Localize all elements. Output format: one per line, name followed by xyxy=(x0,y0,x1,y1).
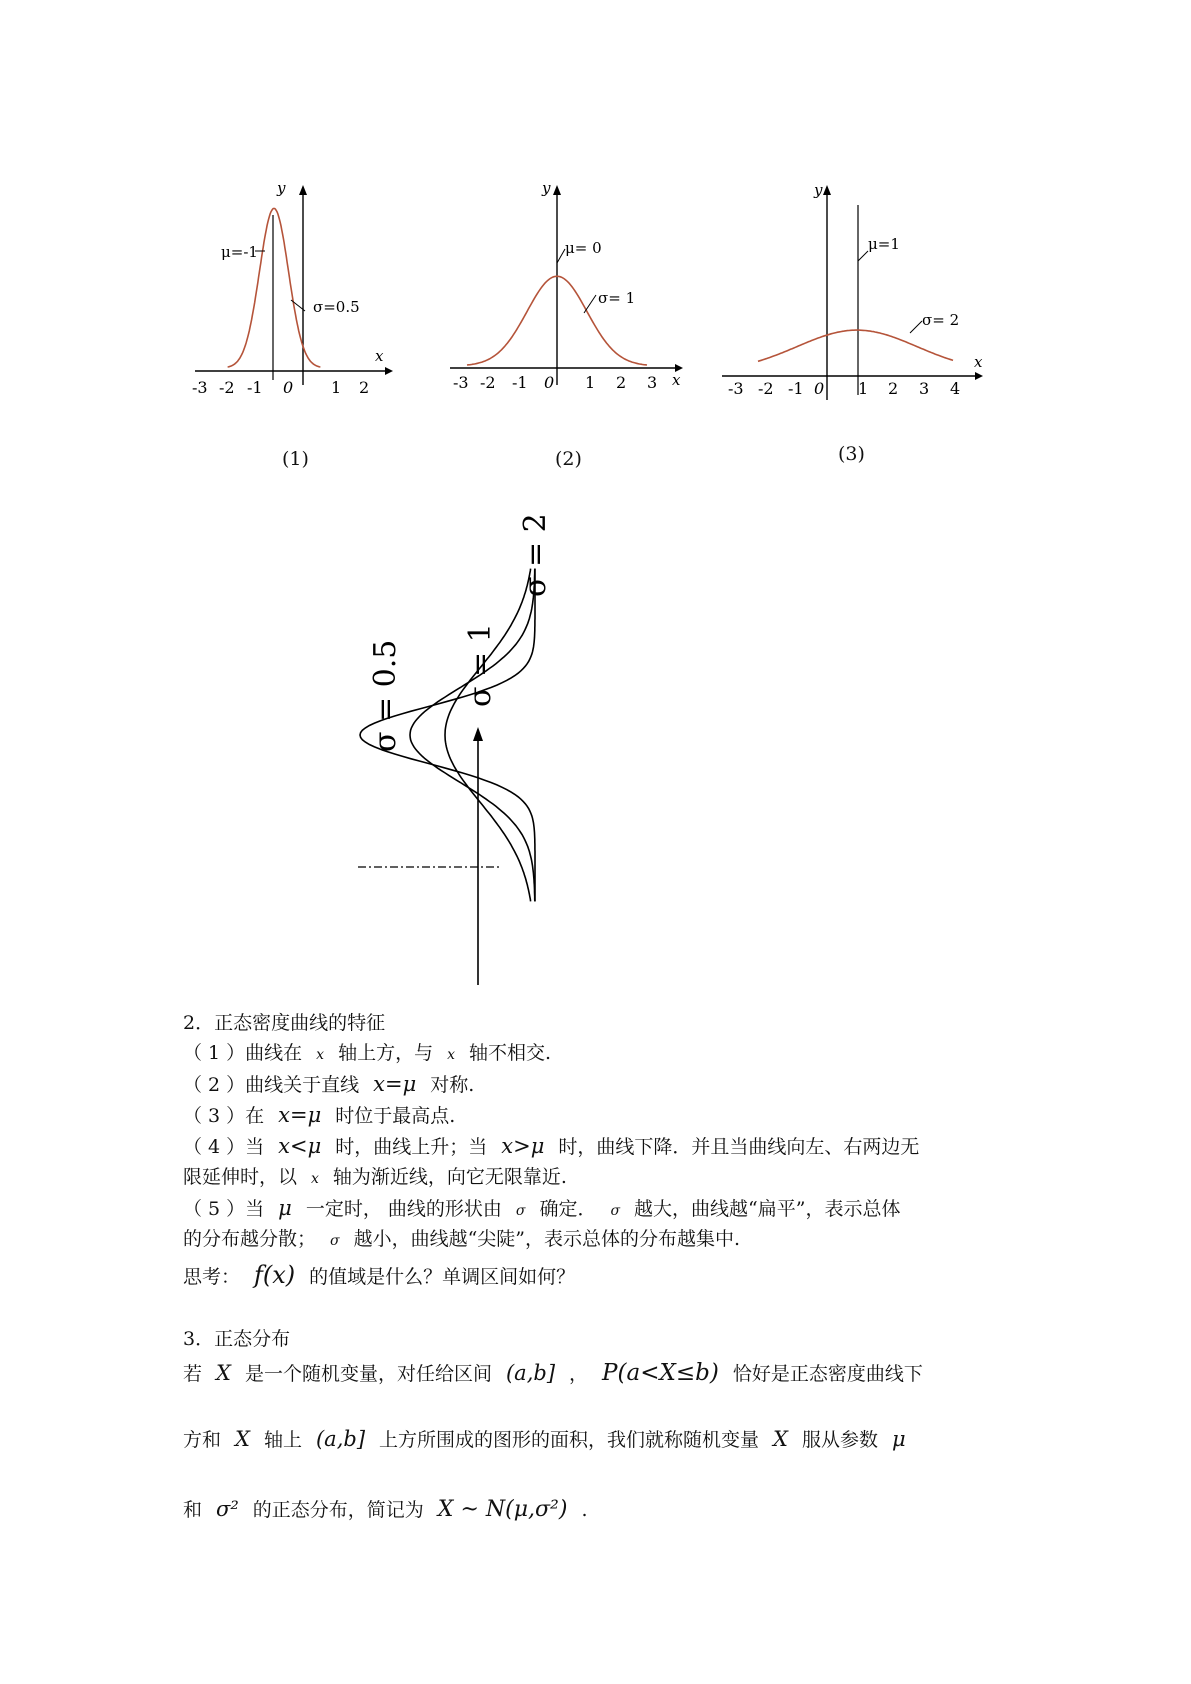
property-4: （ 4 ）当 x<μ 时，曲线上升；当 x>μ 时，曲线下降．并且当曲线向左、右两边无 xyxy=(183,1134,920,1158)
x-axis-label: x xyxy=(672,371,681,389)
sigma-label: σ= 1 xyxy=(598,289,636,307)
figure-1-caption: (1) xyxy=(282,448,309,470)
tick-label: -3 xyxy=(453,373,469,392)
mu-pointer xyxy=(557,249,565,263)
sigma-pointer xyxy=(584,295,596,313)
y-axis-arrow xyxy=(823,185,831,195)
normal-curve-figure-2 xyxy=(450,179,690,400)
curve-sigma-2 xyxy=(445,569,531,902)
normal-curve-figure-3 xyxy=(722,181,992,400)
tick-label: -3 xyxy=(192,378,208,397)
property-1: （ 1 ）曲线在 x 轴上方，与 x 轴不相交. xyxy=(183,1042,552,1064)
mu-label: μ=1 xyxy=(868,235,900,253)
tick-label: 0 xyxy=(544,373,555,392)
think-question: 思考： f(x) 的值域是什么？单调区间如何？ xyxy=(183,1261,576,1289)
tick-label: 0 xyxy=(283,378,294,397)
y-axis-arrow xyxy=(473,727,483,741)
tick-label: 3 xyxy=(647,373,658,392)
sigma-comparison-figure xyxy=(340,505,640,995)
density-curve xyxy=(758,330,953,361)
tick-label: 2 xyxy=(888,379,899,398)
tick-label: 2 xyxy=(359,378,370,397)
tick-label: 1 xyxy=(585,373,596,392)
y-axis-label: y xyxy=(814,181,823,199)
tick-label: -2 xyxy=(219,378,235,397)
section-2-title: 2．正态密度曲线的特征 xyxy=(183,1012,386,1034)
tick-label: -1 xyxy=(788,379,804,398)
definition-line-1: 若 X 是一个随机变量，对任给区间 (a,b] ， P(a<X≤b) 恰好是正态密度曲线下 xyxy=(183,1360,923,1386)
y-axis-label: y xyxy=(277,179,286,197)
property-2: （ 2 ）曲线关于直线 x=μ 对称. xyxy=(183,1072,475,1096)
figure-3-caption: (3) xyxy=(838,443,865,465)
property-4-cont: 限延伸时，以 x 轴为渐近线，向它无限靠近. xyxy=(183,1166,567,1188)
figure-2-caption: (2) xyxy=(555,448,582,470)
tick-label: -2 xyxy=(758,379,774,398)
tick-label: -1 xyxy=(512,373,528,392)
curve-sigma-1 xyxy=(410,569,535,902)
property-5: （ 5 ）当 μ 一定时， 曲线的形状由 σ 确定． σ 越大，曲线越“扁平”，表示总体 xyxy=(183,1196,901,1220)
y-axis-arrow xyxy=(299,185,307,195)
tick-label: -2 xyxy=(480,373,496,392)
mu-pointer xyxy=(858,251,868,261)
definition-line-2: 方和 X 轴上 (a,b] 上方所围成的图形的面积，我们就称随机变量 X 服从参数 μ xyxy=(183,1427,906,1451)
tick-label: 1 xyxy=(331,378,342,397)
mu-label: μ= 0 xyxy=(565,239,602,257)
tick-label: -1 xyxy=(247,378,263,397)
label-sigma-0-5: σ = 0.5 xyxy=(368,639,403,752)
sigma-label: σ= 2 xyxy=(922,311,960,329)
tick-label: 3 xyxy=(919,379,930,398)
normal-curve-figure-1 xyxy=(192,179,410,400)
property-3: （ 3 ）在 x=μ 时位于最高点. xyxy=(183,1103,456,1127)
density-curve xyxy=(228,208,321,367)
label-sigma-2: σ = 2 xyxy=(518,513,553,597)
definition-line-3: 和 σ² 的正态分布，简记为 X ~ N(μ,σ²) . xyxy=(183,1497,588,1522)
x-axis-arrow xyxy=(385,367,393,375)
tick-label: 2 xyxy=(616,373,627,392)
x-axis-label: x xyxy=(375,347,384,365)
label-sigma-1: σ = 1 xyxy=(463,623,498,707)
y-axis-arrow xyxy=(553,185,561,195)
tick-label: 4 xyxy=(950,379,961,398)
sigma-pointer xyxy=(910,321,922,333)
x-axis-label: x xyxy=(974,353,983,371)
y-axis-label: y xyxy=(542,179,551,197)
section-3-title: 3．正态分布 xyxy=(183,1328,291,1350)
tick-label: 1 xyxy=(858,379,869,398)
mu-label: μ=-1 xyxy=(221,243,258,261)
tick-label: 0 xyxy=(814,379,825,398)
tick-label: -3 xyxy=(728,379,744,398)
x-axis-arrow xyxy=(975,372,983,380)
property-5-cont: 的分布越分散； σ 越小，曲线越“尖陡”，表示总体的分布越集中. xyxy=(183,1228,741,1250)
sigma-label: σ=0.5 xyxy=(313,298,360,316)
